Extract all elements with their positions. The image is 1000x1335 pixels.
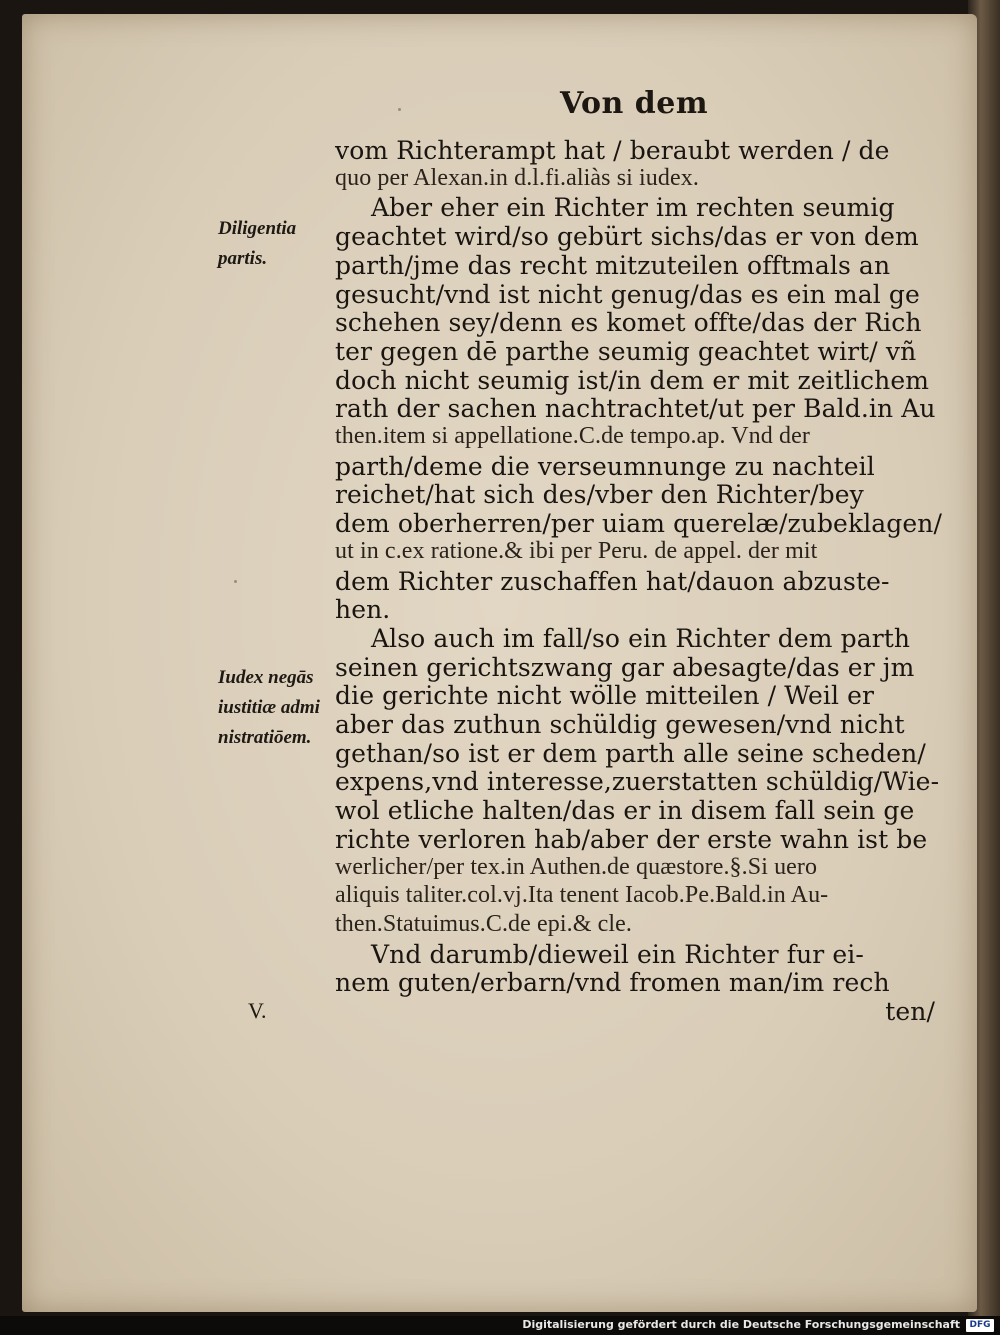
paper-speck [398,108,401,111]
text-line: Aber eher ein Richter im rechten seumig [371,193,895,223]
dfg-logo-icon: DFG [966,1319,994,1332]
text-line: gethan/so ist er dem parth alle seine scheden/ [335,738,926,768]
margin-note-diligentia [218,214,338,274]
text-line: ut in c.ex ratione.& ibi per Peru. de appel. der mit [335,537,818,564]
text-line: richte verloren hab/aber der erste wahn ist be [335,824,928,854]
text-line: ten/ [885,997,935,1026]
text-line: seinen gerichtszwang gar abesagte/das er jm [335,652,915,682]
margin-note-iudex [218,663,338,753]
text-line: rath der sachen nachtrachtet/ut per Bald.in Au [335,394,936,424]
text-line: aliquis taliter.col.vj.Ita tenent Iacob.Pe.Bald.in Au- [335,882,829,909]
text-line: doch nicht seumig ist/in dem er mit zeitlichem [335,365,930,395]
running-head: Von dem [560,86,709,121]
text-line: vom Richterampt hat / beraubt werden / de [335,136,890,165]
text-line: quo per Alexan.in d.l.fi.aliàs si iudex. [335,164,699,191]
margin-note-line: iustitiæ admi [218,697,320,718]
margin-note-line: nistratiōem. [218,727,312,748]
text-line: expens,vnd interesse,zuerstatten schüldig/Wie- [335,767,940,797]
margin-note-line: Iudex negās [218,667,314,688]
footer-bar [0,1316,1000,1335]
text-line: then.Statuimus.C.de epi.& cle. [335,910,632,937]
text-line: hen. [335,595,391,625]
text-line: aber das zuthun schüldig gewesen/vnd nicht [335,710,905,739]
text-line: dem oberherren/per uiam querelæ/zubeklagen/ [335,509,943,539]
text-line: die gerichte nicht wölle mitteilen / Weil er [335,681,875,711]
text-line: parth/jme das recht mitzuteilen offtmals an [335,250,891,280]
text-line: schehen sey/denn es komet offte/das der Rich [335,308,922,338]
text-line: reichet/hat sich des/vber den Richter/bey [335,480,864,510]
margin-note-line: Diligentia [218,218,297,239]
text-line: Also auch im fall/so ein Richter dem parth [371,623,911,653]
text-line: Vnd darumb/dieweil ein Richter fur ei- [371,939,864,969]
text-line: wol etliche halten/das er in disem fall sein ge [335,796,915,826]
section-numeral: V. [248,998,267,1023]
footer-credit: Digitalisierung gefördert durch die Deutsche Forschungsgemeinschaft [522,1318,960,1331]
text-line: werlicher/per tex.in Authen.de quæstore.§.Si uero [335,853,818,880]
text-line: dem Richter zuschaffen hat/dauon abzuste- [335,566,890,596]
text-line: then.item si appellatione.C.de tempo.ap. Vnd der [335,423,810,449]
margin-note-line: partis. [218,248,268,269]
text-line: gesucht/vnd ist nicht genug/das es ein mal ge [335,279,920,309]
paper-speck [234,580,237,583]
text-line: parth/deme die verseumnunge zu nachteil [335,451,875,481]
text-line: geachtet wird/so gebürt sichs/das er von dem [335,222,919,252]
text-line: nem guten/erbarn/vnd fromen man/im rech [335,968,890,998]
text-line: ter gegen dē parthe seumig geachtet wirt/ vñ [335,336,917,366]
